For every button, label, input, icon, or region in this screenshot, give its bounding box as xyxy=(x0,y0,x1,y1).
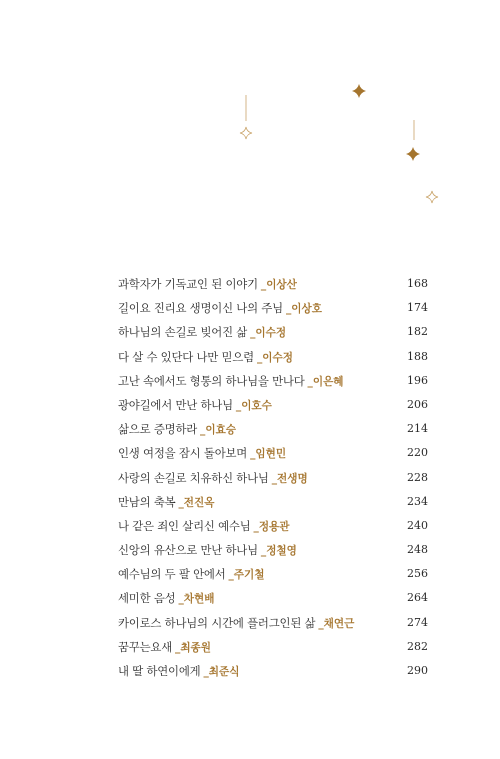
toc-author: _이수정 xyxy=(256,351,293,364)
toc-page: 174 xyxy=(407,301,428,315)
toc-page: 228 xyxy=(407,470,428,484)
toc-author: _채연근 xyxy=(318,617,355,630)
toc-entry xyxy=(118,562,428,586)
toc-entry xyxy=(118,296,428,320)
toc-entry xyxy=(118,490,428,514)
toc-page: 168 xyxy=(407,277,428,290)
toc-author: _이수정 xyxy=(250,327,287,340)
toc-page: 282 xyxy=(407,639,428,653)
toc-author: _주기철 xyxy=(228,569,265,582)
toc-page: 240 xyxy=(407,518,428,532)
toc-page: 196 xyxy=(407,373,428,387)
toc-page: 206 xyxy=(407,397,428,411)
toc-author: _이은혜 xyxy=(307,375,344,388)
toc-entry xyxy=(118,466,428,490)
star-decoration xyxy=(0,0,500,230)
toc-entry xyxy=(118,611,428,635)
toc-entry xyxy=(118,659,428,683)
toc-title: 내 딸 하연이에게 xyxy=(118,664,201,678)
toc-entry xyxy=(118,635,428,659)
sparkle-outline-icon xyxy=(426,191,438,203)
toc-title: 고난 속에서도 형통의 하나님을 만나다 xyxy=(118,373,305,388)
toc-page: 290 xyxy=(407,664,428,677)
toc-entry xyxy=(118,441,428,465)
toc-author: _최준식 xyxy=(203,666,240,678)
toc-entry xyxy=(118,514,428,538)
toc-author: _전진옥 xyxy=(178,496,215,509)
toc-title: 다 살 수 있단다 나만 믿으렴 xyxy=(118,349,254,364)
toc-author: _정철영 xyxy=(260,545,297,558)
toc-page: 214 xyxy=(407,422,428,436)
toc-title: 카이로스 하나님의 시간에 플러그인된 삶 xyxy=(118,615,316,630)
toc-title: 나 같은 죄인 살리신 예수님 xyxy=(118,518,251,533)
toc-author: _최종원 xyxy=(175,641,212,654)
toc-title: 사랑의 손길로 치유하신 하나님 xyxy=(118,470,269,485)
toc-title: 삶으로 증명하라 xyxy=(118,422,198,437)
toc-author: _차현배 xyxy=(178,593,215,606)
toc-page: 274 xyxy=(407,615,428,629)
toc-title: 신앙의 유산으로 만난 하나님 xyxy=(118,543,258,558)
toc-title: 인생 여정을 잠시 돌아보며 xyxy=(118,446,248,461)
toc-page: 220 xyxy=(407,446,428,460)
toc-page: 264 xyxy=(407,591,428,605)
sparkle-icon xyxy=(406,147,420,161)
toc-title: 세미한 음성 xyxy=(118,591,176,606)
toc-entry xyxy=(118,417,428,441)
toc-entry xyxy=(118,369,428,393)
toc-entry xyxy=(118,393,428,417)
toc-title: 길이요 진리요 생명이신 나의 주님 xyxy=(118,301,283,316)
toc-author: _전생명 xyxy=(271,472,308,485)
toc-title: 예수님의 두 팔 안에서 xyxy=(118,567,226,582)
toc-title: 광야길에서 만난 하나님 xyxy=(118,397,233,412)
toc-title: 하나님의 손길로 빚어진 삶 xyxy=(118,325,248,340)
toc-page: 188 xyxy=(407,349,428,363)
table-of-contents xyxy=(118,272,428,683)
toc-page: 248 xyxy=(407,543,428,557)
toc-page: 182 xyxy=(407,325,428,339)
toc-entry xyxy=(118,345,428,369)
toc-author: _이상산 xyxy=(260,279,297,291)
sparkle-outline-icon xyxy=(240,127,252,139)
toc-title: 과학자가 기독교인 된 이야기 xyxy=(118,277,258,291)
toc-author: _이호수 xyxy=(235,399,272,412)
toc-author: _이효승 xyxy=(200,424,237,437)
sparkle-icon xyxy=(352,84,366,98)
toc-author: _이상호 xyxy=(285,303,322,316)
toc-entry xyxy=(118,320,428,344)
toc-entry xyxy=(118,538,428,562)
toc-page: 234 xyxy=(407,494,428,508)
toc-page: 256 xyxy=(407,567,428,581)
toc-author: _정용관 xyxy=(253,520,290,533)
toc-entry xyxy=(118,272,428,296)
toc-title: 만남의 축복 xyxy=(118,494,176,509)
toc-title: 꿈꾸는요새 xyxy=(118,639,173,654)
toc-author: _임현민 xyxy=(250,448,287,461)
toc-entry xyxy=(118,586,428,610)
